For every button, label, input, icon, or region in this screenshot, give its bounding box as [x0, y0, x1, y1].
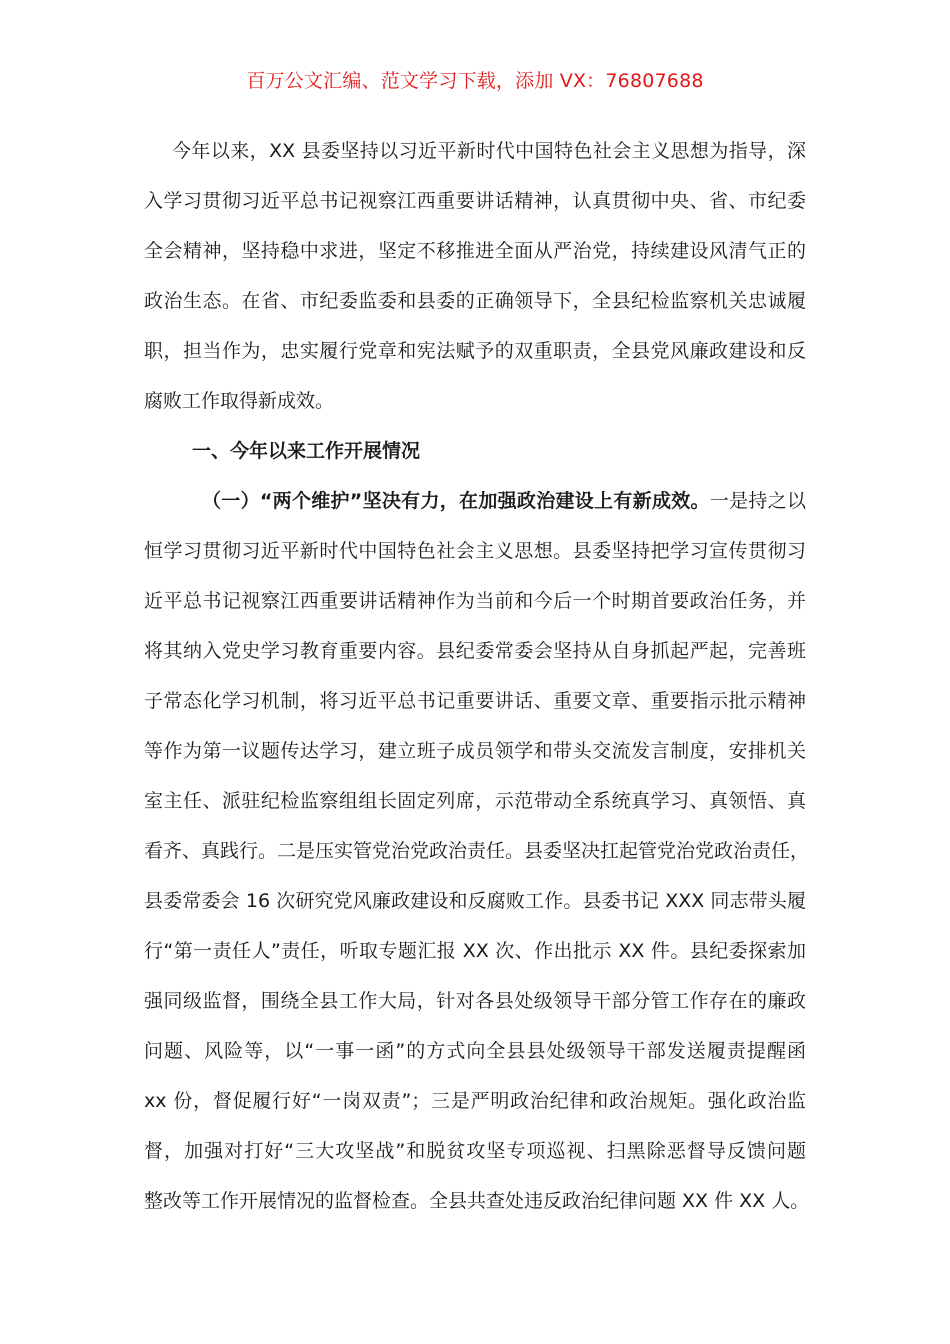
paragraph-line: 室主任、派驻纪检监察组组长固定列席，示范带动全系统真学习、真领悟、真 [144, 790, 806, 812]
paragraph-line: 腐败工作取得新成效。 [144, 390, 335, 412]
subsection-first-line [144, 476, 806, 526]
paragraph-line: 强同级监督，围绕全县工作大局，针对各县处级领导干部分管工作存在的廉政 [144, 990, 806, 1012]
paragraph-line: 子常态化学习机制，将习近平总书记重要讲话、重要文章、重要指示批示精神 [144, 690, 806, 712]
paragraph-line: 等作为第一议题传达学习，建立班子成员领学和带头交流发言制度，安排机关 [144, 740, 806, 762]
paragraph-line: 近平总书记视察江西重要讲话精神作为当前和今后一个时期首要政治任务，并 [144, 590, 806, 612]
paragraph-line: 整改等工作开展情况的监督检查。全县共查处违反政治纪律问题 XX 件 XX 人。 [144, 1190, 810, 1212]
paragraph-line: 督，加强对打好“三大攻坚战”和脱贫攻坚专项巡视、扫黑除恶督导反馈问题 [144, 1140, 806, 1162]
paragraph-line: 职，担当作为，忠实履行党章和宪法赋予的双重职责，全县党风廉政建设和反 [144, 340, 806, 362]
paragraph-line: 行“第一责任人”责任，听取专题汇报 XX 次、作出批示 XX 件。县纪委探索加 [144, 940, 806, 962]
paragraph-line: 全会精神，坚持稳中求进，坚定不移推进全面从严治党，持续建设风清气正的 [144, 240, 806, 262]
section-heading: 一、今年以来工作开展情况 [192, 440, 421, 462]
header-banner: 百万公文汇编、范文学习下载，添加 VX：76807688 [246, 70, 704, 92]
subsection-heading: （一）“两个维护”坚决有力，在加强政治建设上有新成效。 [202, 490, 710, 512]
paragraph-line: 问题、风险等，以“一事一函”的方式向全县县处级领导干部发送履责提醒函 [144, 1040, 806, 1062]
subsection-first-line-rest: 一是持之以 [709, 490, 806, 512]
document-body [144, 126, 810, 1226]
paragraph-line: xx 份，督促履行好“一岗双责”；三是严明政治纪律和政治规矩。强化政治监 [144, 1090, 806, 1112]
paragraph-line: 入学习贯彻习近平总书记视察江西重要讲话精神，认真贯彻中央、省、市纪委 [144, 190, 806, 212]
paragraph-line: 今年以来，XX 县委坚持以习近平新时代中国特色社会主义思想为指导，深 [172, 140, 806, 162]
paragraph-line: 将其纳入党史学习教育重要内容。县纪委常委会坚持从自身抓起严起，完善班 [144, 640, 806, 662]
paragraph-line: 县委常委会 16 次研究党风廉政建设和反腐败工作。县委书记 XXX 同志带头履 [144, 890, 806, 912]
paragraph-line: 政治生态。在省、市纪委监委和县委的正确领导下，全县纪检监察机关忠诚履 [144, 290, 806, 312]
paragraph-line: 看齐、真践行。二是压实管党治党政治责任。县委坚决扛起管党治党政治责任， [144, 840, 810, 862]
paragraph-line: 恒学习贯彻习近平新时代中国特色社会主义思想。县委坚持把学习宣传贯彻习 [144, 540, 806, 562]
